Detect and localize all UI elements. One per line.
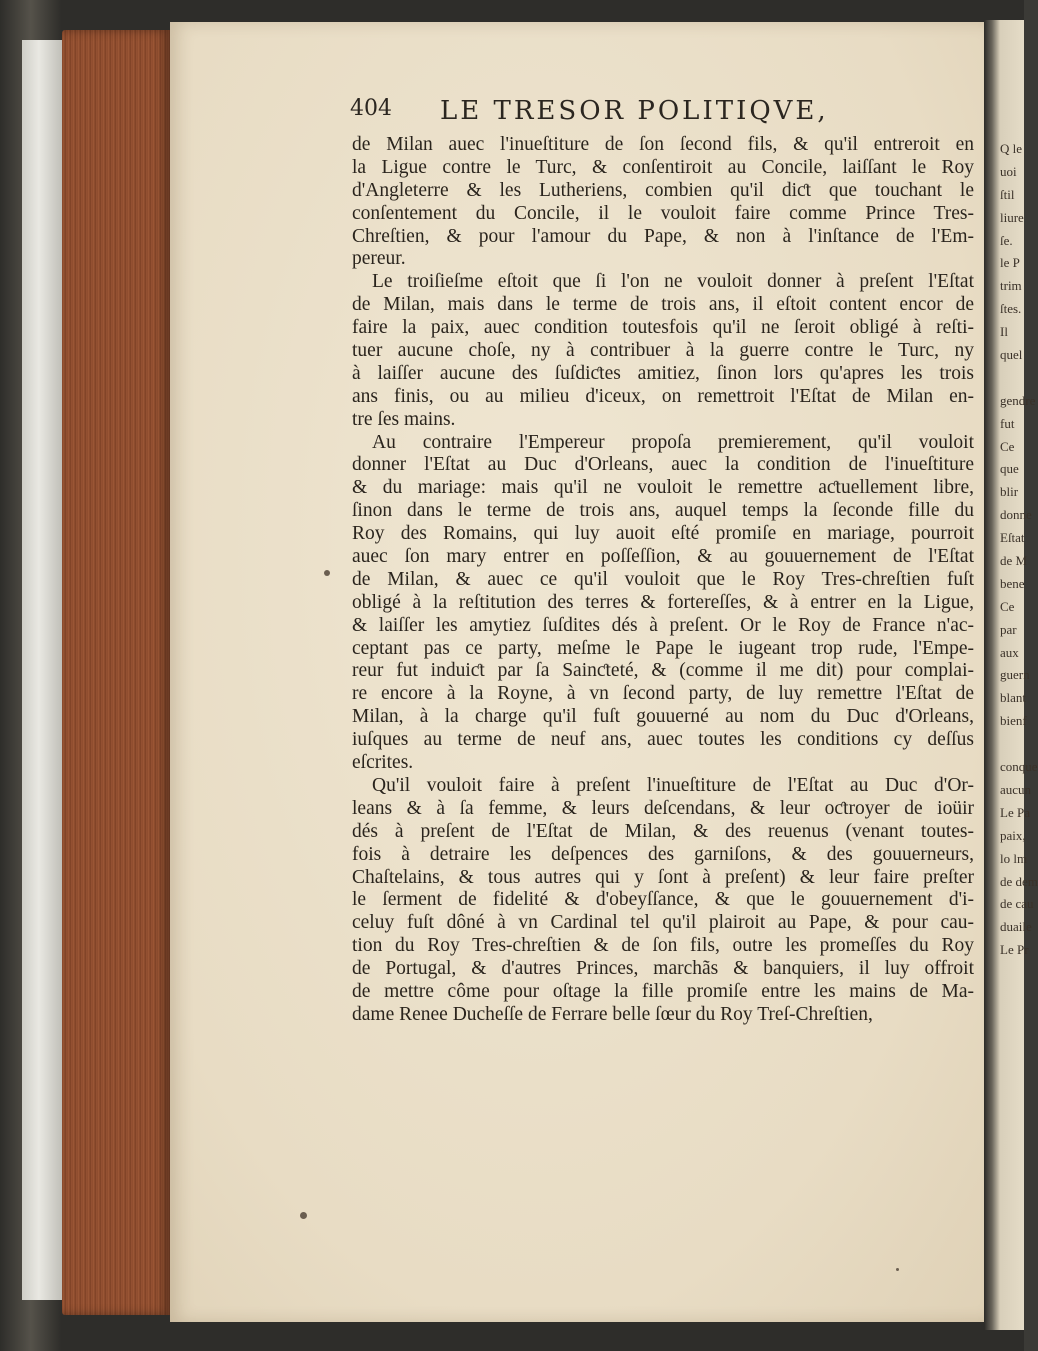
page-number: 404 <box>350 96 392 121</box>
page-block-edge <box>62 30 170 1315</box>
text-line: de mettre côme pour oſtage la fille promiſe entre les mains de Ma- <box>352 980 974 1002</box>
text-line: de Milan, mais dans le terme de trois ans, il eſtoit content encor de <box>352 294 974 316</box>
margin-note: liure <box>1000 209 1024 225</box>
margin-note: ſtes. <box>1000 301 1022 317</box>
text-line: à laiſſer aucune des ſuſdiƈtes amitiez, ſinon lors qu'apres les trois <box>352 362 974 384</box>
text-line: leans & à ſa femme, & leurs deſcendans, & leur oƈtroyer de ioüir <box>352 797 974 819</box>
margin-note: aux <box>1000 644 1019 660</box>
text-line: Roy des Romains, qui luy auoit eſté promiſe en mariage, pourroit <box>352 523 974 545</box>
margin-note: Ce <box>1000 438 1015 454</box>
margin-note: blir <box>1000 484 1019 500</box>
margin-note: donne <box>1000 507 1032 523</box>
margin-note: blant <box>1000 690 1026 706</box>
binding-edge <box>22 40 64 1300</box>
margin-note: ſe. <box>1000 232 1013 248</box>
margin-note: duaile <box>1000 919 1032 935</box>
text-line: ans finis, ou au milieu d'iceux, on remettroit l'Eſtat de Milan en- <box>352 385 974 407</box>
body-text <box>352 134 974 1027</box>
text-line: pereur. <box>352 248 406 270</box>
margin-note <box>1000 367 1024 390</box>
text-line: eſcrites. <box>352 752 414 774</box>
margin-note: bienf <box>1000 713 1027 729</box>
paper-speck <box>300 1212 307 1219</box>
text-line: obligé à la reſtitution des terres & fortereſſes, & à entrer en la Ligue, <box>352 591 974 613</box>
text-line: & laiſſer les amytiez ſuſdites dés à preſent. Or le Roy de France n'ac- <box>352 614 974 636</box>
margin-note: lo lm <box>1000 850 1028 866</box>
text-line: tre ſes mains. <box>352 408 456 430</box>
margin-note: que <box>1000 461 1019 477</box>
margin-note: uoi <box>1000 163 1017 179</box>
margin-note: conque <box>1000 759 1038 775</box>
text-line: dés à preſent de l'Eſtat de Milan, & des reuenus (venant toutes- <box>352 820 974 842</box>
running-title: LE TRESOR POLITIQVE, <box>440 96 829 126</box>
text-line: fois à detraire les deſpences des garniſons, & des gouuerneurs, <box>352 843 974 865</box>
margin-note: quel <box>1000 347 1023 363</box>
text-line: reur fut induiƈt par ſa Sainƈteté, & (comme il me dit) pour complai- <box>352 660 974 682</box>
text-line: Le troiſieſme eſtoit que ſi l'on ne vouloit donner à preſent l'Eſtat <box>372 271 974 293</box>
text-line: Au contraire l'Empereur propoſa premierement, qu'il vouloit <box>372 431 974 453</box>
margin-note <box>1000 733 1024 756</box>
paper-speck <box>896 1268 899 1271</box>
margin-note: Le Pr <box>1000 942 1029 958</box>
margin-note: de cau <box>1000 896 1034 912</box>
text-line: le ſerment de fidelité & d'obeyſſance, & que le gouuernement d'i- <box>352 889 974 911</box>
text-line: Qu'il vouloit faire à preſent l'inueſtiture de l'Eſtat au Duc d'Or- <box>372 774 974 796</box>
text-line: celuy fuſt dôné à vn Cardinal tel qu'il plairoit au Pape, & pour cau- <box>352 912 974 934</box>
margin-note: de dem <box>1000 873 1038 889</box>
text-line: Milan, à la charge qu'il fuſt gouuerné au nom du Duc d'Orleans, <box>352 706 974 728</box>
text-line: conſentement du Concile, il le vouloit faire comme Prince Tres- <box>352 202 974 224</box>
text-line: Chaſtelains, & tous autres qui y ſont à preſent) & leur faire preſter <box>352 866 974 888</box>
margin-note: par <box>1000 621 1017 637</box>
text-line: de Milan auec l'inueſtiture de ſon ſecond fils, & qu'il entreroit en <box>352 134 974 155</box>
facing-page-margin-text <box>1000 138 1038 962</box>
margin-note: bene <box>1000 575 1025 591</box>
text-line: Chreſtien, & pour l'amour du Pape, & non à l'inſtance de l'Em- <box>352 225 974 247</box>
text-line: & du mariage: mais qu'il ne vouloit le remettre aƈtuellement libre, <box>352 477 974 499</box>
text-line: ſinon dans le terme de trois ans, auquel temps la ſeconde fille du <box>352 500 974 522</box>
text-line: ceptant pas ce party, meſme le Pape le iugeant trop rude, l'Empe- <box>352 637 974 659</box>
margin-note: guern <box>1000 667 1030 683</box>
text-line: re encore à la Royne, à vn ſecond party, de luy remettre l'Eſtat de <box>352 683 974 705</box>
text-line: donner l'Eſtat au Duc d'Orleans, auec la condition de l'inueſtiture <box>352 454 974 476</box>
text-line: la Ligue contre le Turc, & conſentiroit au Concile, laiſſant le Roy <box>352 156 974 178</box>
margin-note: Le Pa <box>1000 804 1030 820</box>
margin-note: Eſtat <box>1000 530 1025 546</box>
margin-note: Il <box>1000 324 1008 340</box>
text-line: auec ſon mary entrer en poſſeſſion, & au gouuernement de l'Eſtat <box>352 546 974 568</box>
text-line: de Milan, & auec ce qu'il vouloit que le Roy Tres-chreſtien fuſt <box>352 568 974 590</box>
paper-speck <box>324 570 330 576</box>
text-line: dame Renee Ducheſſe de Ferrare belle ſœur du Roy Treſ-Chreſtien, <box>352 1003 873 1025</box>
text-line: iuſques au terme de neuf ans, auec toutes les conditions cy deſſus <box>352 729 974 751</box>
margin-note: fut <box>1000 415 1015 431</box>
margin-note: Ce <box>1000 598 1015 614</box>
margin-note: aucun <box>1000 781 1032 797</box>
text-line: tion du Roy Tres-chreſtien & de ſon fils, outre les promeſſes du Roy <box>352 935 974 957</box>
text-line: tuer aucune choſe, ny à contribuer à la guerre contre le Turc, ny <box>352 340 974 362</box>
text-line: faire la paix, auec condition toutesfois qu'il ne ſeroit obligé à reſti- <box>352 317 974 339</box>
margin-note: paix, <box>1000 827 1026 843</box>
text-line: de Portugal, & d'autres Princes, marchãs & banquiers, il luy offroit <box>352 958 974 980</box>
margin-note: de M <box>1000 553 1028 569</box>
margin-note: le P <box>1000 255 1020 271</box>
text-line: d'Angleterre & les Lutheriens, combien qu'il diƈt que touchant le <box>352 179 974 201</box>
margin-note: gendre <box>1000 392 1036 408</box>
margin-note: Q le <box>1000 141 1023 156</box>
margin-note: trim <box>1000 278 1022 294</box>
margin-note: ſtil <box>1000 186 1015 202</box>
